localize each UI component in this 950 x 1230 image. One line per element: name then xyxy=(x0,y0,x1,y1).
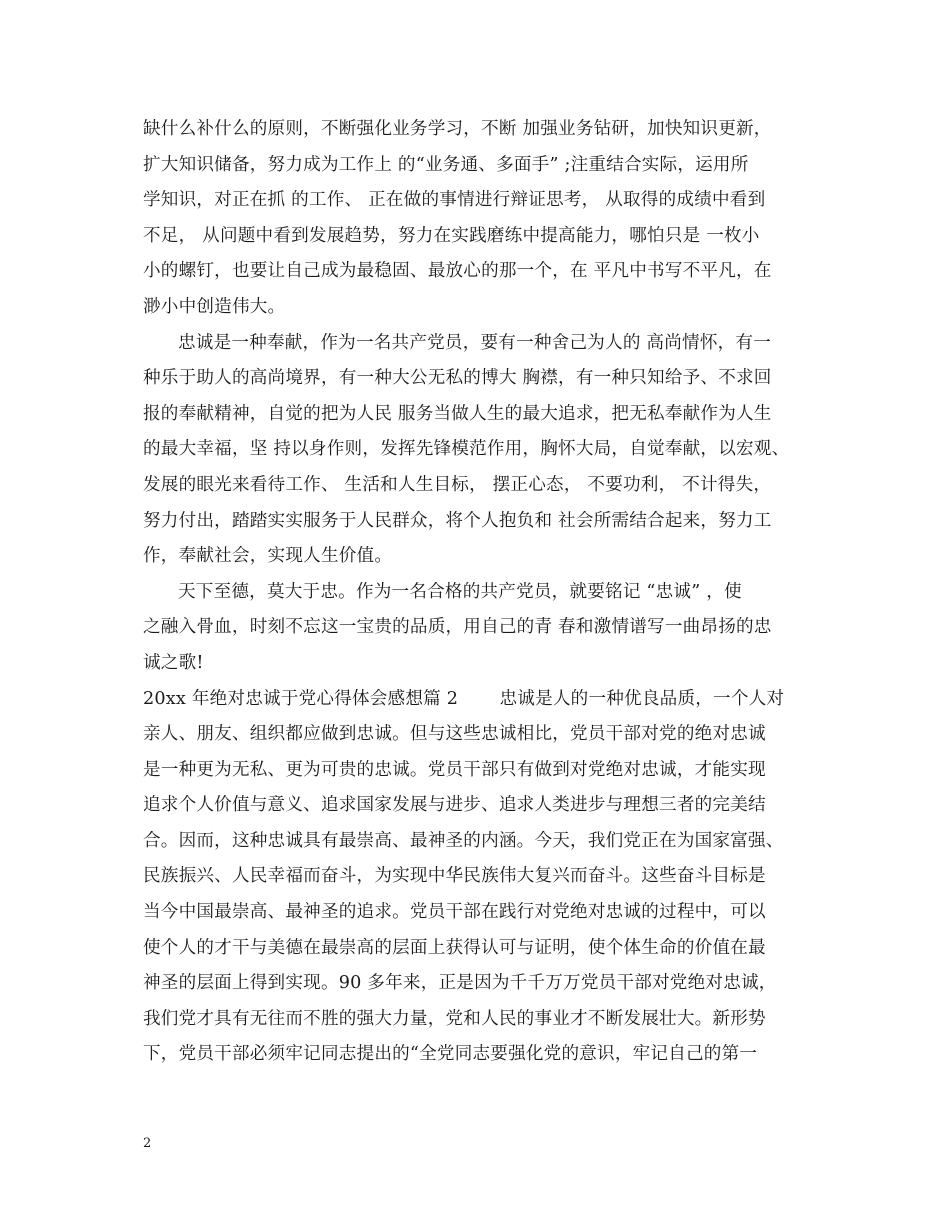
text-line: 努力付出，踏踏实实服务于人民群众，将个人抱负和 社会所需结合起来，努力工 xyxy=(143,510,772,531)
text-line: 发展的眼光来看待工作、 生活和人生目标， 摆正心态， 不要功利， 不计得失， xyxy=(143,474,772,495)
text-line: 报的奉献精神，自觉的把为人民 服务当做人生的最大追求，把无私奉献作为人生 xyxy=(143,403,772,424)
text-line: 当今中国最崇高、最神圣的追求。党员干部在践行对党绝对忠诚的过程中，可以 xyxy=(143,902,766,923)
text-line: 种乐于助人的高尚境界，有一种大公无私的博大 胸襟，有一种只知给予、不求回 xyxy=(143,368,772,389)
text-line: 合。因而，这种忠诚具有最崇高、最神圣的内涵。今天，我们党正在为国家富强、 xyxy=(143,830,784,851)
text-line: 缺什么补什么的原则，不断强化业务学习，不断 加强业务钻研，加快知识更新， xyxy=(143,119,772,139)
text-line: 忠诚是一种奉献，作为一名共产党员，要有一种舍己为人的 高尚情怀，有一 xyxy=(178,332,771,353)
text-line: 追求个人价值与意义、追求国家发展与进步、追求人类进步与理想三者的完美结 xyxy=(143,795,766,816)
page-number: 2 xyxy=(143,1136,152,1151)
text-line: 是一种更为无私、更为可贵的忠诚。党员干部只有做到对党绝对忠诚，才能实现 xyxy=(143,759,766,780)
text-line: 我们党才具有无往而不胜的强大力量，党和人民的事业才不断发展壮大。新形势 xyxy=(143,1008,766,1029)
text-line: 亲人、朋友、组织都应做到忠诚。但与这些忠诚相比，党员干部对党的绝对忠诚 xyxy=(143,724,766,745)
text-line: 的最大幸福，坚 持以身作则，发挥先锋模范作用，胸怀大局，自觉奉献，以宏观、 xyxy=(143,439,790,460)
text-line: 神圣的层面上得到实现。90 多年来，正是因为千千万万党员干部对党绝对忠诚， xyxy=(143,973,777,994)
text-line: 民族振兴、人民幸福而奋斗，为实现中华民族伟大复兴而奋斗。这些奋斗目标是 xyxy=(143,866,766,887)
text-line: 小的螺钉，也要让自己成为最稳固、最放心的那一个，在 平凡中书写不平凡，在 xyxy=(143,261,772,282)
text-line: 天下至德，莫大于忠。作为一名合格的共产党员，就要铭记 “忠诚” ，使 xyxy=(178,581,742,602)
text-line: 使个人的才干与美德在最崇高的层面上获得认可与证明，使个体生命的价值在最 xyxy=(143,937,766,958)
text-line: 之融入骨血，时刻不忘这一宝贵的品质，用自己的青 春和激情谱写一曲昂扬的忠 xyxy=(143,617,772,638)
body-text xyxy=(143,112,823,1073)
text-line: 20xx 年绝对忠诚于党心得体会感想篇 2 忠诚是人的一种优良品质，一个人对 xyxy=(143,688,785,709)
text-line: 下，党员干部必须牢记同志提出的“全党同志要强化党的意识，牢记自己的第一 xyxy=(143,1044,758,1065)
text-line: 学知识，对正在抓 的工作、 正在做的事情进行辩证思考， 从取得的成绩中看到 xyxy=(143,190,766,211)
text-line: 诚之歌! xyxy=(143,652,204,673)
text-line: 渺小中创造伟大。 xyxy=(143,296,286,317)
text-line: 不足， 从问题中看到发展趋势，努力在实践磨练中提高能力，哪怕只是 一枚小 xyxy=(143,225,760,246)
text-line: 扩大知识储备，努力成为工作上 的“业务通、多面手” ;注重结合实际，运用所 xyxy=(143,154,749,175)
text-line: 作，奉献社会，实现人生价值。 xyxy=(143,546,393,567)
